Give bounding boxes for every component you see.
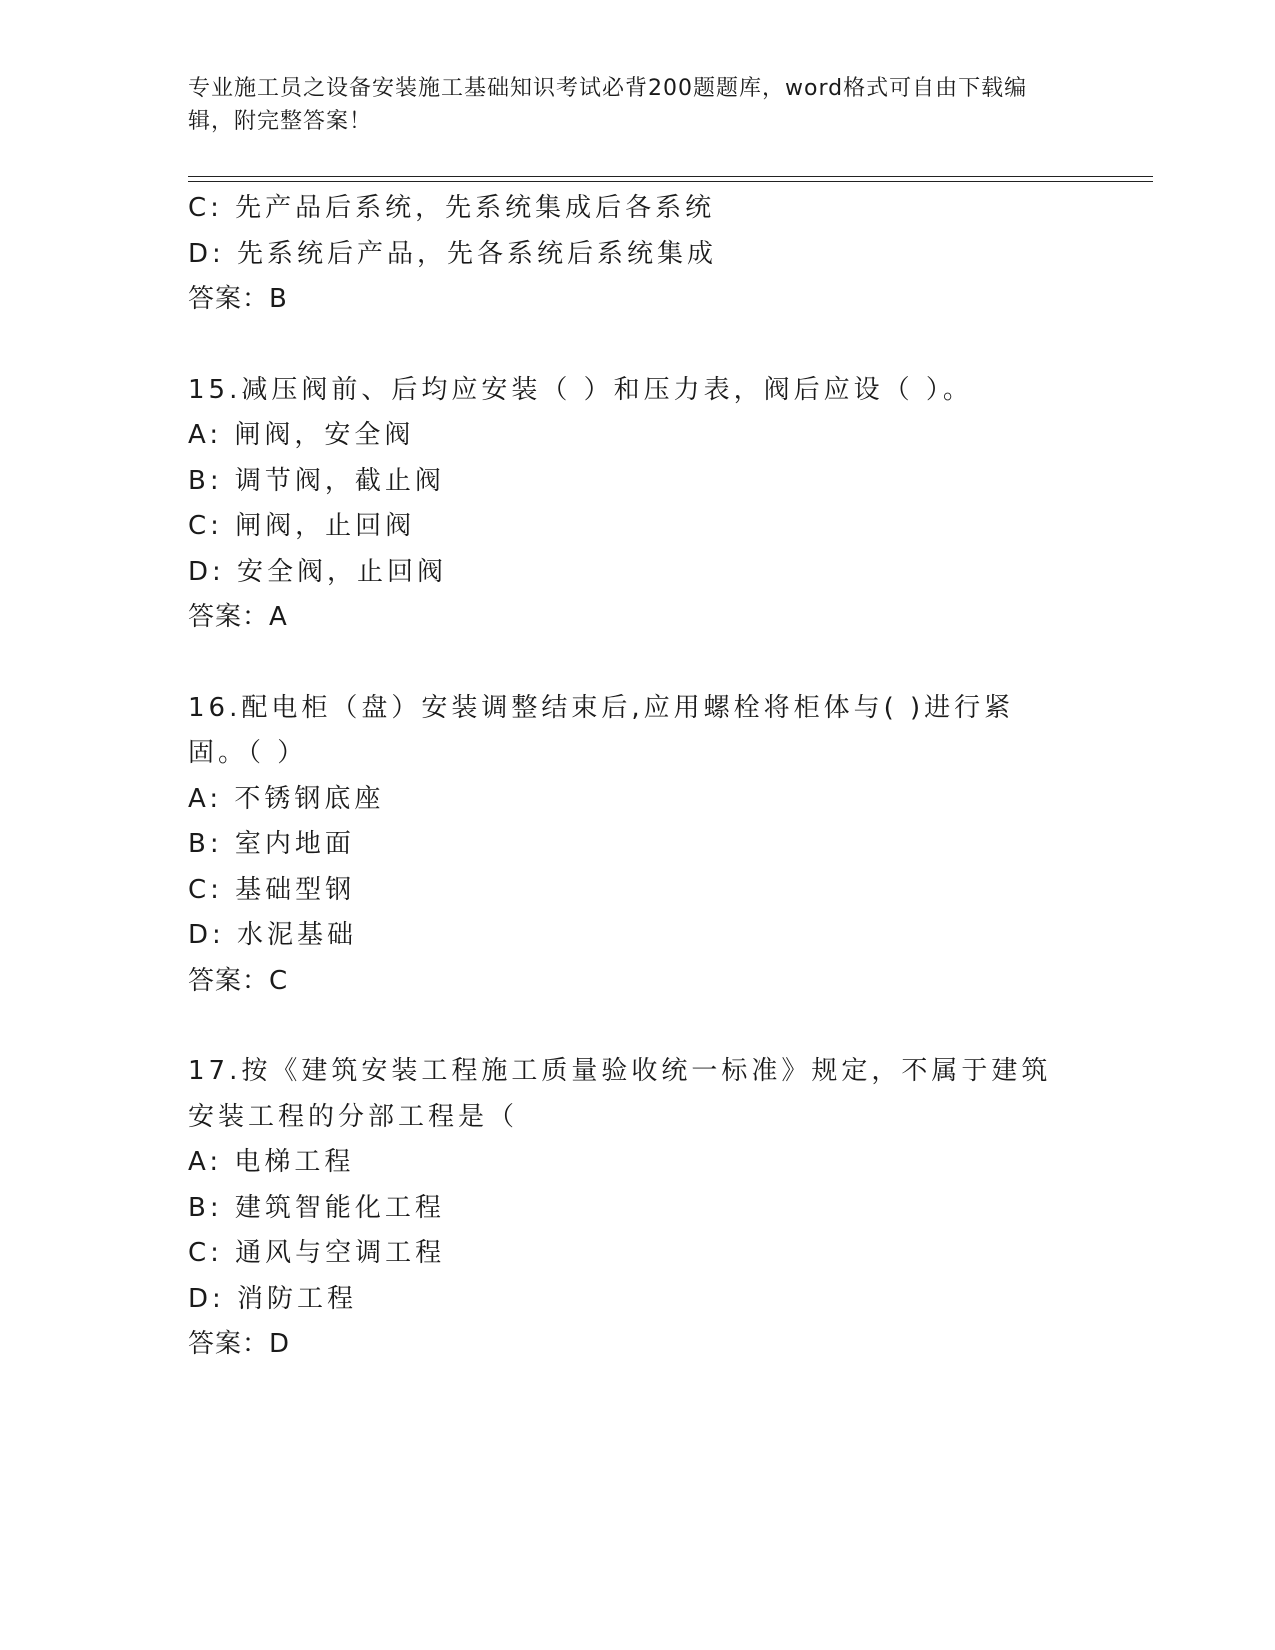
option-a: A: 闸阀，安全阀 [188,420,415,450]
option-d: D: 消防工程 [188,1283,358,1314]
question-stem: 16.配电柜（盘）安装调整结束后,应用螺栓将柜体与( )进行紧固。（ ） [188,692,1015,768]
option-c: C: 基础型钢 [188,874,356,905]
question-17 [188,1049,1068,1368]
header-divider [188,176,1153,182]
option-b: B: 调节阀，截止阀 [188,465,445,496]
question-16 [188,686,1068,1005]
option-a: A: 电梯工程 [188,1147,355,1177]
option-d: D: 安全阀，止回阀 [188,556,448,587]
answer-line: 答案：A [188,602,288,632]
question-partial [188,186,1068,323]
option-b: B: 建筑智能化工程 [188,1192,445,1223]
answer-line: 答案：B [188,284,288,314]
question-stem: 17.按《建筑安装工程施工质量验收统一标准》规定，不属于建筑安装工程的分部工程是（ [188,1056,1052,1132]
spacer [188,641,1068,686]
question-15 [188,368,1068,641]
option-d: D: 先系统后产品，先各系统后系统集成 [188,238,718,269]
spacer [188,323,1068,368]
document-header [188,72,1068,138]
spacer [188,1004,1068,1049]
question-stem: 15.减压阀前、后均应安装（ ）和压力表，阀后应设（ ）。 [188,374,973,405]
option-a: A: 不锈钢底座 [188,783,385,814]
option-c: C: 闸阀，止回阀 [188,511,416,541]
header-title: 专业施工员之设备安装施工基础知识考试必背200题题库，word格式可自由下载编辑，附完整答案！ [188,76,1028,134]
option-c: C: 先产品后系统，先系统集成后各系统 [188,193,716,223]
option-c: C: 通风与空调工程 [188,1238,446,1268]
document-body [188,186,1068,1368]
option-b: B: 室内地面 [188,829,355,859]
option-d: D: 水泥基础 [188,920,358,950]
answer-line: 答案：D [188,1329,291,1359]
answer-line: 答案：C [188,965,289,996]
